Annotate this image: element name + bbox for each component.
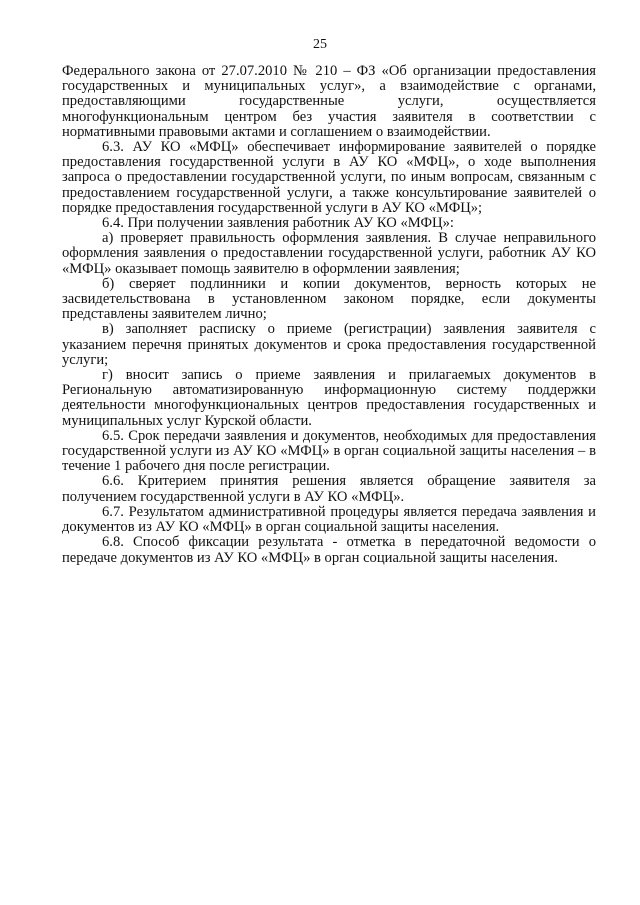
paragraph-6-4-a: а) проверяет правильность оформления заявления. В случае неправильного оформления заявления о предоставлении государственной услуги, работник АУ КО «МФЦ» оказывает помощь заявителю в оформлении заявления; [62, 230, 596, 277]
paragraph-6-4-v: в) заполняет расписку о приеме (регистрации) заявления заявителя с указанием перечня принятых документов и срока предоставления государственной услуги; [62, 321, 596, 368]
paragraph-6-7: 6.7. Результатом административной процедуры является передача заявления и документов из АУ КО «МФЦ» в орган социальной защиты населения. [62, 503, 596, 536]
page-number: 25 [313, 37, 327, 52]
paragraph-6-4-b: б) сверяет подлинники и копии документов, верность которых не засвидетельствована в установленном законом порядке, если документы представлены заявителем лично; [62, 275, 596, 323]
paragraph-law-reference: Федерального закона от 27.07.2010 № 210 – ФЗ «Об организации предоставления государственных и муниципальных услуг», а взаимодействие с органами, предоставляющими государственные услуги, осуществляется многофункциональным центром без участия заявителя в соответствии с нормативными правовыми актами и соглашением о взаимодействии. [62, 63, 596, 140]
paragraph-6-6: 6.6. Критерием принятия решения является обращение заявителя за получением государственной услуги в АУ КО «МФЦ». [62, 473, 596, 505]
paragraph-6-4-g: г) вносит запись о приеме заявления и прилагаемых документов в Региональную автоматизированную информационную систему поддержки деятельности многофункциональных центров предоставления государственных и муниципальных услуг Курской области. [62, 367, 596, 429]
paragraph-6-4: 6.4. При получении заявления работник АУ КО «МФЦ»: [102, 215, 454, 232]
document-body [62, 64, 596, 566]
paragraph-6-3: 6.3. АУ КО «МФЦ» обеспечивает информирование заявителей о порядке предоставления государственной услуги в АУ КО «МФЦ», о ходе выполнения запроса о предоставлении государственной услуги, по иным вопросам, связанным с предоставлением государственной услуги, а также консультирование заявителей о порядке предоставления государственной услуги в АУ КО «МФЦ»; [62, 139, 596, 216]
paragraph-6-8: 6.8. Способ фиксации результата - отметка в передаточной ведомости о передаче документов из АУ КО «МФЦ» в орган социальной защиты населения. [62, 534, 596, 566]
paragraph-6-5: 6.5. Срок передачи заявления и документов, необходимых для предоставления государственной услуги из АУ КО «МФЦ» в орган социальной защиты населения – в течение 1 рабочего дня после регистрации. [62, 427, 596, 475]
